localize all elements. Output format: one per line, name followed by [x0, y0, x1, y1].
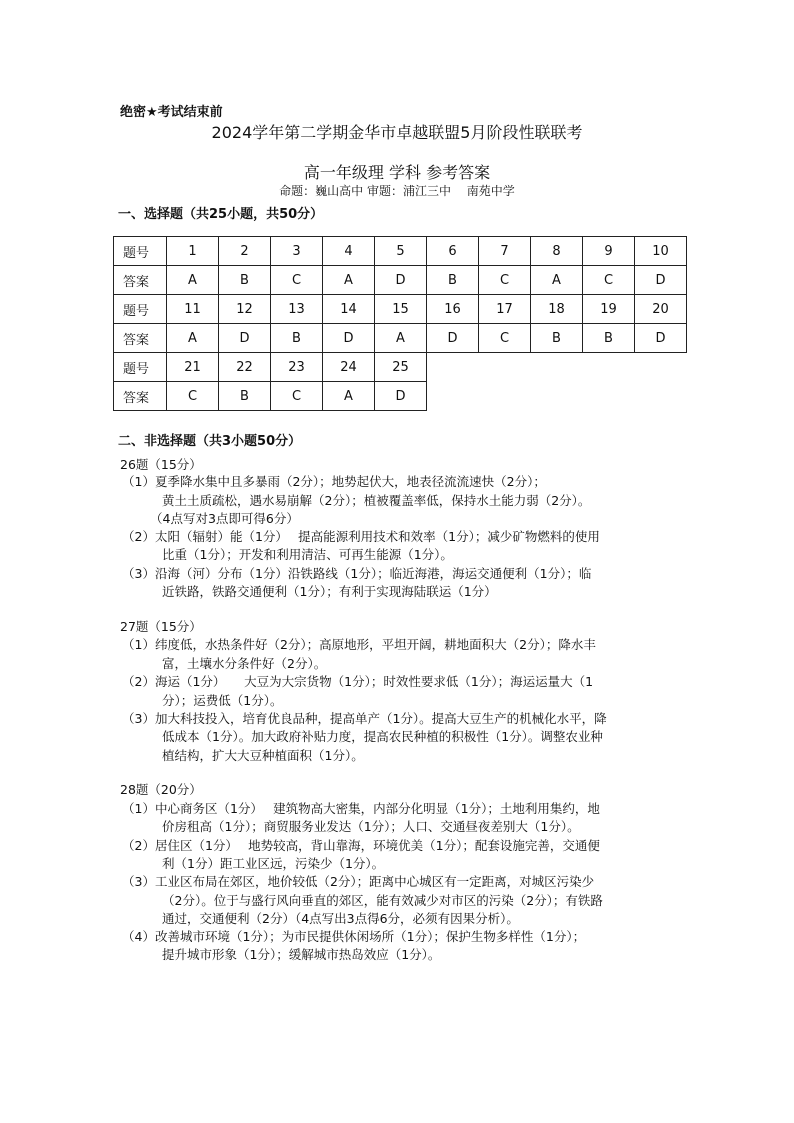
q27-part1-line2: 富，土壤水分条件好（2分）。	[162, 656, 327, 671]
empty-cell	[479, 382, 531, 411]
answer-subtitle: 高一年级理 学科 参考答案	[303, 163, 491, 182]
q27-heading: 27题（15分）	[120, 619, 202, 634]
q26-part1-line1: （1）夏季降水集中且多暴雨（2分）；地势起伏大，地表径流流速快（2分）；	[122, 474, 546, 489]
answer-cell: C	[479, 266, 531, 295]
question-number-cell: 9	[583, 237, 635, 266]
q27-part1-line1: （1）纬度低，水热条件好（2分）；高原地形，平坦开阔，耕地面积大（2分）；降水丰	[122, 637, 596, 652]
q28-part1-line2: 价房租高（1分）；商贸服务业发达（1分）；人口、交通昼夜差别大（1分）。	[162, 819, 580, 834]
question-number-cell: 14	[323, 295, 375, 324]
question-number-cell: 1	[167, 237, 219, 266]
question-number-label: 题号	[114, 353, 167, 382]
q28-part4-line1: （4）改善城市环境（1分）；为市民提供休闲场所（1分）；保护生物多样性（1分）；	[122, 929, 586, 944]
question-number-cell: 25	[375, 353, 427, 382]
answer-cell: B	[531, 324, 583, 353]
answer-row	[114, 382, 687, 411]
answer-label: 答案	[114, 324, 167, 353]
q27-part3-line1: （3）加大科技投入，培育优良品种，提高单产（1分）。提高大豆生产的机械化水平，降	[122, 711, 607, 726]
question-number-cell: 8	[531, 237, 583, 266]
empty-cell	[583, 353, 635, 382]
section2-title: 二、非选择题（共3小题50分）	[118, 434, 302, 449]
q26-heading: 26题（15分）	[120, 457, 202, 472]
answer-cell: A	[167, 266, 219, 295]
q27-part2-line2: 分）；运费低（1分）。	[162, 693, 283, 708]
answer-cell: C	[479, 324, 531, 353]
question-number-cell: 3	[271, 237, 323, 266]
empty-cell	[531, 382, 583, 411]
q28-part4-line2: 提升城市形象（1分）；缓解城市热岛效应（1分）。	[162, 947, 441, 962]
q26-part3-line1: （3）沿海（河）分布（1分）沿铁路线（1分）；临近海港，海运交通便利（1分）；临	[122, 566, 592, 581]
question-number-cell: 18	[531, 295, 583, 324]
q26-part1-line2: 黄土土质疏松，遇水易崩解（2分）；植被覆盖率低，保持水土能力弱（2分）。	[162, 493, 591, 508]
answer-cell: D	[323, 324, 375, 353]
answer-cell: A	[323, 382, 375, 411]
answer-cell: A	[375, 324, 427, 353]
empty-cell	[635, 353, 687, 382]
answer-cell: A	[531, 266, 583, 295]
question-number-cell: 15	[375, 295, 427, 324]
q26-part3-line2: 近铁路，铁路交通便利（1分）；有利于实现海陆联运（1分）	[162, 584, 497, 599]
q28-part3-line1: （3）工业区布局在郊区，地价较低（2分）；距离中心城区有一定距离，对城区污染少	[122, 874, 595, 889]
answer-cell: B	[219, 266, 271, 295]
question-number-cell: 21	[167, 353, 219, 382]
answer-cell: B	[427, 266, 479, 295]
answer-table	[113, 236, 687, 411]
question-number-cell: 12	[219, 295, 271, 324]
question-number-cell: 6	[427, 237, 479, 266]
answer-label: 答案	[114, 266, 167, 295]
q28-part3-line2: （2分）。位于与盛行风向垂直的郊区，能有效减少对市区的污染（2分）；有铁路	[162, 893, 603, 908]
question-number-row	[114, 295, 687, 324]
answer-cell: D	[375, 266, 427, 295]
question-number-cell: 13	[271, 295, 323, 324]
q27-part3-line3: 植结构，扩大大豆种植面积（1分）。	[162, 748, 364, 763]
q28-part3-line3: 通过，交通便利（2分）（4点写出3点得6分，必须有因果分析）。	[162, 911, 519, 926]
question-number-cell: 10	[635, 237, 687, 266]
question-number-cell: 23	[271, 353, 323, 382]
answer-cell: B	[219, 382, 271, 411]
question-number-cell: 19	[583, 295, 635, 324]
answer-cell: D	[427, 324, 479, 353]
answer-label: 答案	[114, 382, 167, 411]
question-number-cell: 4	[323, 237, 375, 266]
q28-part2-line1: （2）居住区（1分） 地势较高，背山靠海，环境优美（1分）；配套设施完善，交通便	[122, 838, 600, 853]
empty-cell	[635, 382, 687, 411]
empty-cell	[531, 353, 583, 382]
answer-cell: C	[271, 266, 323, 295]
q27-part3-line2: 低成本（1分）。加大政府补贴力度，提高农民种植的积极性（1分）。调整农业种	[162, 729, 603, 744]
answer-cell: B	[271, 324, 323, 353]
confidential-label: 绝密★考试结束前	[120, 105, 223, 120]
question-number-cell: 22	[219, 353, 271, 382]
empty-cell	[583, 382, 635, 411]
q26-part2-line1: （2）太阳（辐射）能（1分） 提高能源利用技术和效率（1分）；减少矿物燃料的使用	[122, 529, 600, 544]
answer-cell: D	[375, 382, 427, 411]
question-number-cell: 5	[375, 237, 427, 266]
question-number-cell: 11	[167, 295, 219, 324]
answer-cell: A	[323, 266, 375, 295]
question-number-cell: 7	[479, 237, 531, 266]
question-number-cell: 20	[635, 295, 687, 324]
answer-cell: C	[583, 266, 635, 295]
answer-cell: C	[167, 382, 219, 411]
answer-cell: C	[271, 382, 323, 411]
empty-cell	[479, 353, 531, 382]
answer-row	[114, 266, 687, 295]
question-number-row	[114, 237, 687, 266]
question-number-cell: 24	[323, 353, 375, 382]
empty-cell	[427, 382, 479, 411]
answer-cell: A	[167, 324, 219, 353]
question-number-cell: 16	[427, 295, 479, 324]
question-number-cell: 17	[479, 295, 531, 324]
q27-part2-line1: （2）海运（1分） 大豆为大宗货物（1分）；时效性要求低（1分）；海运运量大（1	[122, 674, 594, 689]
answer-row	[114, 324, 687, 353]
q28-part1-line1: （1）中心商务区（1分） 建筑物高大密集，内部分化明显（1分）；土地利用集约，地	[122, 801, 600, 816]
question-number-label: 题号	[114, 295, 167, 324]
q26-part1-note: （4点写对3点即可得6分）	[150, 511, 299, 526]
authors-line: 命题：巍山高中 审题：浦江三中 南苑中学	[279, 184, 515, 198]
question-number-cell: 2	[219, 237, 271, 266]
question-number-row	[114, 353, 687, 382]
q28-part2-line2: 利（1分）距工业区远，污染少（1分）。	[162, 856, 385, 871]
answer-cell: D	[219, 324, 271, 353]
empty-cell	[427, 353, 479, 382]
section1-title: 一、选择题（共25小题，共50分）	[118, 207, 324, 222]
question-number-label: 题号	[114, 237, 167, 266]
answer-cell: D	[635, 266, 687, 295]
q28-heading: 28题（20分）	[120, 782, 202, 797]
answer-cell: B	[583, 324, 635, 353]
q26-part2-line2: 比重（1分）；开发和利用清洁、可再生能源（1分）。	[162, 547, 453, 562]
answer-cell: D	[635, 324, 687, 353]
exam-title: 2024学年第二学期金华市卓越联盟5月阶段性联联考	[211, 123, 583, 142]
